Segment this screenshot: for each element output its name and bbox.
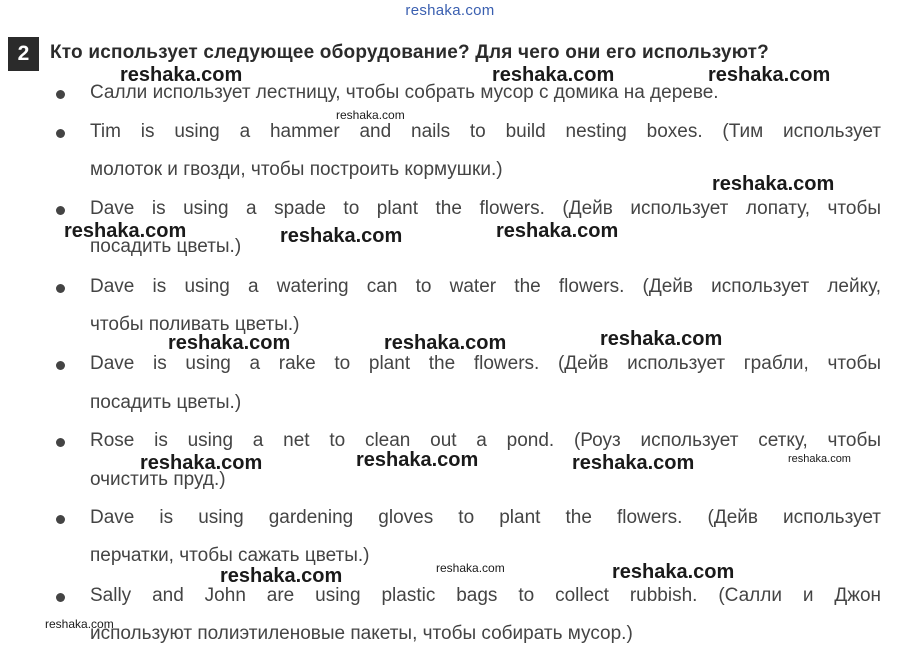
item-line: используют полиэтиленовые пакеты, чтобы собирать мусор.) [90, 623, 633, 644]
item-line: молоток и гвозди, чтобы построить кормушки.) [90, 159, 503, 180]
bullet-icon [56, 129, 65, 138]
watermark: reshaka.com [64, 220, 187, 242]
item-line: Салли использует лестницу, чтобы собрать мусор с домика на дереве. [90, 82, 719, 103]
watermark: reshaka.com [708, 64, 831, 86]
watermark: reshaka.com [356, 449, 479, 471]
watermark: reshaka.com [140, 452, 263, 474]
item-line: очистить пруд.) [90, 469, 226, 490]
bullet-icon [56, 361, 65, 370]
watermark: reshaka.com [572, 452, 695, 474]
watermark: reshaka.com [788, 453, 851, 465]
item-line: посадить цветы.) [90, 392, 242, 413]
watermark: reshaka.com [336, 108, 405, 122]
item-line: посадить цветы.) [90, 236, 242, 257]
top-watermark: reshaka.com [405, 2, 495, 19]
bullet-icon [56, 438, 65, 447]
watermark: reshaka.com [384, 332, 507, 354]
item-line: Dave is using a spade to plant the flowers. (Дейв использует лопату, чтобы [90, 198, 881, 219]
watermark: reshaka.com [612, 561, 735, 583]
watermark: reshaka.com [496, 220, 619, 242]
bullet-icon [56, 284, 65, 293]
watermark: reshaka.com [45, 617, 114, 631]
watermark: reshaka.com [120, 64, 243, 86]
watermark: reshaka.com [600, 328, 723, 350]
task-number-badge: 2 [8, 37, 39, 71]
item-line: Sally and John are using plastic bags to collect rubbish. (Салли и Джон [90, 585, 881, 606]
watermark: reshaka.com [492, 64, 615, 86]
item-line: перчатки, чтобы сажать цветы.) [90, 545, 370, 566]
item-line: чтобы поливать цветы.) [90, 314, 300, 335]
watermark: reshaka.com [168, 332, 291, 354]
bullet-icon [56, 206, 65, 215]
bullet-icon [56, 593, 65, 602]
item-line: Dave is using a rake to plant the flowers. (Дейв использует грабли, чтобы [90, 353, 881, 374]
watermark: reshaka.com [280, 225, 403, 247]
item-line: Rose is using a net to clean out a pond. (Роуз использует сетку, чтобы [90, 430, 881, 451]
item-line: Dave is using gardening gloves to plant the flowers. (Дейв использует [90, 507, 881, 528]
item-line: Tim is using a hammer and nails to build nesting boxes. (Тим использует [90, 121, 881, 142]
task-title: Кто использует следующее оборудование? Для чего они его используют? [50, 42, 769, 63]
bullet-icon [56, 515, 65, 524]
watermark: reshaka.com [436, 561, 505, 575]
watermark: reshaka.com [712, 173, 835, 195]
bullet-icon [56, 90, 65, 99]
item-line: Dave is using a watering can to water the flowers. (Дейв использует лейку, [90, 276, 881, 297]
watermark: reshaka.com [220, 565, 343, 587]
